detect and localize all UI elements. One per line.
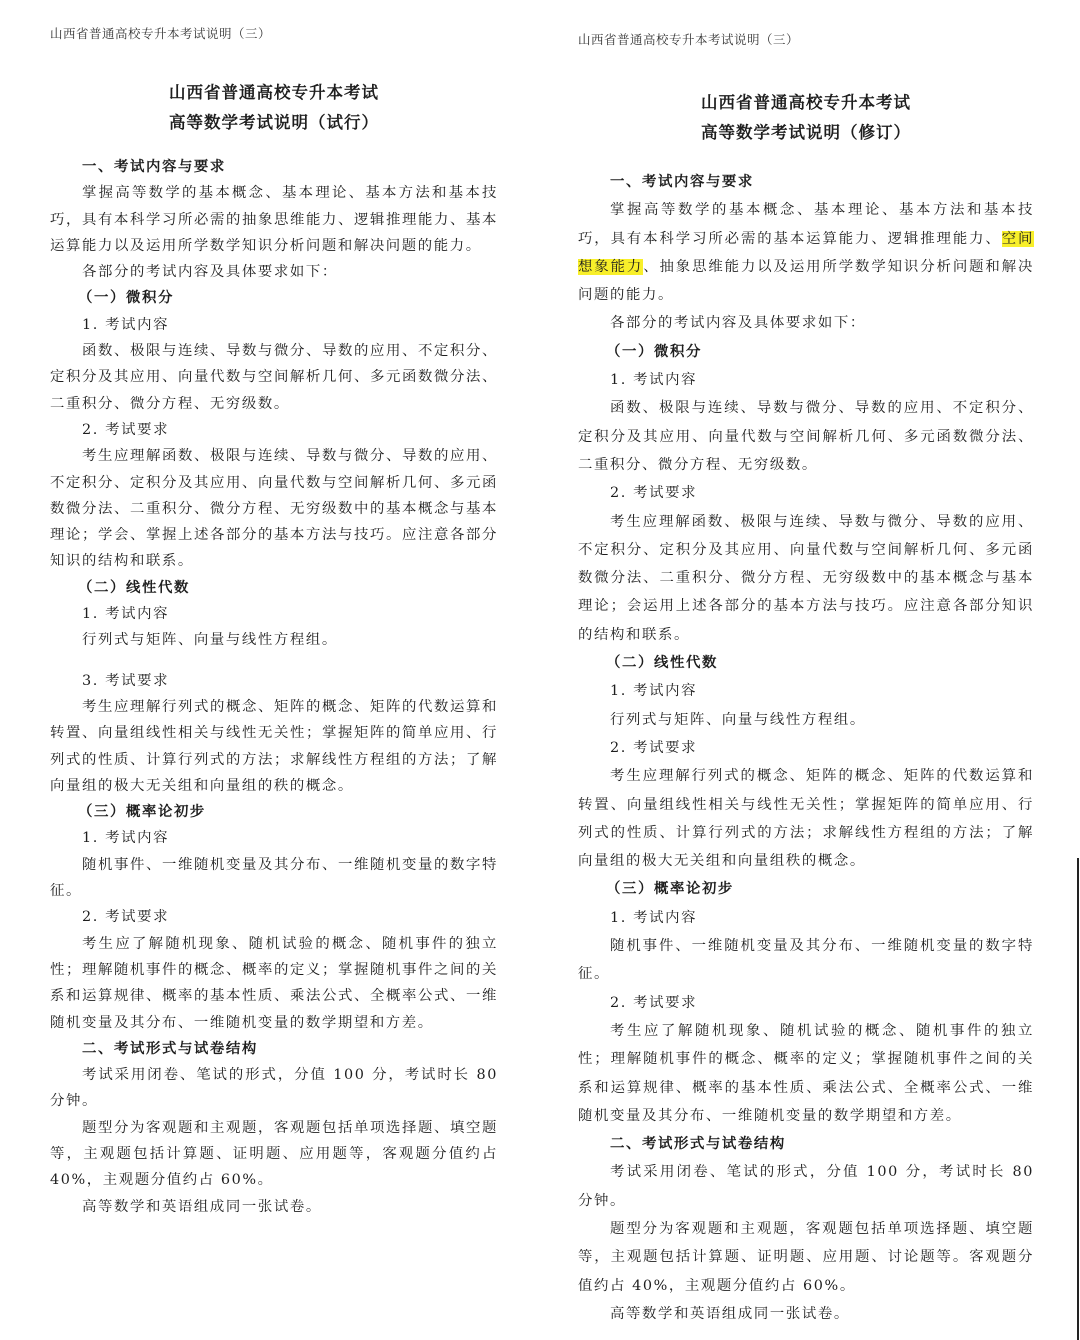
calculus-heading: （一）微积分: [78, 289, 174, 307]
probability-requirements: 考生应了解随机现象、随机试验的概念、随机事件的独立性；理解随机事件的概念、概率的定义；掌握随机事件之间的关系和运算规律、概率的基本性质、乘法公式、全概率公式、一维随机变量及其分布、一维随机变量的数学期望和方差。: [50, 935, 498, 1031]
linear-algebra-requirements: 考生应理解行列式的概念、矩阵的概念、矩阵的代数运算和转置、向量组线性相关与线性无关性；掌握矩阵的简单应用、行列式的性质、计算行列式的方法；求解线性方程组的方法；了解向量组的极大无关组和向量组的秩的概念。: [50, 698, 498, 794]
title-line-1: 山西省普通高校专升本考试: [701, 93, 911, 112]
section-1-intro: 掌握高等数学的基本概念、基本理论、基本方法和基本技巧，具有本科学习所必需的抽象思维能力、逻辑推理能力、基本运算能力以及运用所学数学知识分析问题和解决问题的能力。: [50, 185, 498, 254]
title-line-2: 高等数学考试说明（修订）: [701, 123, 911, 142]
section-1-heading: 一、考试内容与要求: [82, 158, 226, 175]
body-text: [50, 154, 498, 1220]
calculus-requirements: 考生应理解函数、极限与连续、导数与微分、导数的应用、不定积分、定积分及其应用、向量代数与空间解析几何、多元函数微分法、二重积分、微分方程、无穷级数中的基本概念与基本理论；学会、掌握上述各部分的基本方法与技巧。应注意各部分知识的结构和联系。: [50, 448, 498, 570]
probability-content: 随机事件、一维随机变量及其分布、一维随机变量的数字特征。: [50, 856, 498, 900]
probability-heading: （三）概率论初步: [78, 803, 206, 821]
intro-part-2: 、抽象思维能力以及运用所学数学知识分析问题和解决问题的能力。: [578, 258, 1034, 304]
title-line-1: 山西省普通高校专升本考试: [169, 83, 379, 102]
linear-algebra-content-label: 1. 考试内容: [610, 683, 698, 700]
probability-heading: （三）概率论初步: [606, 880, 734, 898]
page-edge-divider: [1077, 858, 1079, 1340]
probability-content-label: 1. 考试内容: [82, 830, 170, 847]
probability-requirements-label: 2. 考试要求: [82, 909, 170, 926]
probability-requirements-label: 2. 考试要求: [610, 994, 698, 1011]
document-title: [50, 78, 498, 138]
calculus-content: 函数、极限与连续、导数与微分、导数的应用、不定积分、定积分及其应用、向量代数与空间解析几何、多元函数微分法、二重积分、微分方程、无穷级数。: [578, 400, 1034, 473]
linear-algebra-requirements-label: 3. 考试要求: [82, 672, 170, 689]
running-header: 山西省普通高校专升本考试说明（三）: [50, 26, 272, 41]
page-left-trial-version: [0, 0, 520, 1340]
linear-algebra-content-label: 1. 考试内容: [82, 606, 170, 623]
calculus-requirements-label: 2. 考试要求: [610, 485, 698, 502]
question-types: 题型分为客观题和主观题，客观题包括单项选择题、填空题等，主观题包括计算题、证明题、应用题等，客观题分值约占 40%，主观题分值约占 60%。: [50, 1119, 498, 1189]
calculus-content-label: 1. 考试内容: [82, 316, 170, 333]
body-text: [578, 168, 1034, 1328]
calculus-requirements-label: 2. 考试要求: [82, 421, 170, 438]
calculus-content-label: 1. 考试内容: [610, 372, 698, 389]
section-2-heading: 二、考试形式与试卷结构: [610, 1135, 786, 1153]
probability-requirements: 考生应了解随机现象、随机试验的概念、随机事件的独立性；理解随机事件的概念、概率的定义；掌握随机事件之间的关系和运算规律、概率的基本性质、乘法公式、全概率公式、一维随机变量及其分布、一维随机变量的数学期望和方差。: [578, 1022, 1034, 1124]
linear-algebra-content: 行列式与矩阵、向量与线性方程组。: [610, 711, 866, 728]
section-1-intro: [578, 196, 1034, 309]
exam-format: 考试采用闭卷、笔试的形式，分值 100 分，考试时长 80 分钟。: [578, 1164, 1034, 1209]
exam-format: 考试采用闭卷、笔试的形式，分值 100 分，考试时长 80 分钟。: [50, 1067, 498, 1110]
calculus-requirements: 考生应理解函数、极限与连续、导数与微分、导数的应用、不定积分、定积分及其应用、向量代数与空间解析几何、多元函数微分法、二重积分、微分方程、无穷级数中的基本概念与基本理论；会运用上述各部分的基本方法与技巧。应注意各部分知识的结构和联系。: [578, 513, 1034, 643]
page-right-revised-version: [530, 0, 1080, 1340]
title-line-2: 高等数学考试说明（试行）: [169, 113, 379, 132]
section-1-lead: 各部分的考试内容及具体要求如下：: [82, 264, 338, 281]
calculus-content: 函数、极限与连续、导数与微分、导数的应用、不定积分、定积分及其应用、向量代数与空间解析几何、多元函数微分法、二重积分、微分方程、无穷级数。: [50, 343, 498, 412]
linear-algebra-heading: （二）线性代数: [78, 578, 190, 596]
highlighted-spatial-ability: 空间想象能力: [578, 230, 1034, 275]
probability-content: 随机事件、一维随机变量及其分布、一维随机变量的数字特征。: [578, 938, 1034, 983]
calculus-heading: （一）微积分: [606, 342, 702, 360]
linear-algebra-content: 行列式与矩阵、向量与线性方程组。: [82, 632, 338, 649]
probability-content-label: 1. 考试内容: [610, 909, 698, 926]
section-2-heading: 二、考试形式与试卷结构: [82, 1039, 258, 1057]
intro-part-1: 掌握高等数学的基本概念、基本理论、基本方法和基本技巧，具有本科学习所必需的基本运算能力、逻辑推理能力、: [578, 202, 1034, 247]
running-header: 山西省普通高校专升本考试说明（三）: [578, 32, 800, 47]
question-types: 题型分为客观题和主观题，客观题包括单项选择题、填空题等，主观题包括计算题、证明题、应用题、讨论题等。客观题分值约占 40%，主观题分值约占 60%。: [578, 1220, 1034, 1294]
document-title: [578, 88, 1034, 148]
linear-algebra-requirements-label: 2. 考试要求: [610, 739, 698, 756]
linear-algebra-heading: （二）线性代数: [606, 654, 718, 672]
section-1-heading: 一、考试内容与要求: [610, 173, 754, 190]
linear-algebra-requirements: 考生应理解行列式的概念、矩阵的概念、矩阵的代数运算和转置、向量组线性相关与线性无关性；掌握矩阵的简单应用、行列式的性质、计算行列式的方法；求解线性方程组的方法；了解向量组的极大无关组和向量组秩的概念。: [578, 768, 1034, 870]
section-1-lead: 各部分的考试内容及具体要求如下：: [610, 315, 866, 332]
combined-paper-note: 高等数学和英语组成同一张试卷。: [610, 1305, 850, 1322]
combined-paper-note: 高等数学和英语组成同一张试卷。: [82, 1198, 322, 1215]
